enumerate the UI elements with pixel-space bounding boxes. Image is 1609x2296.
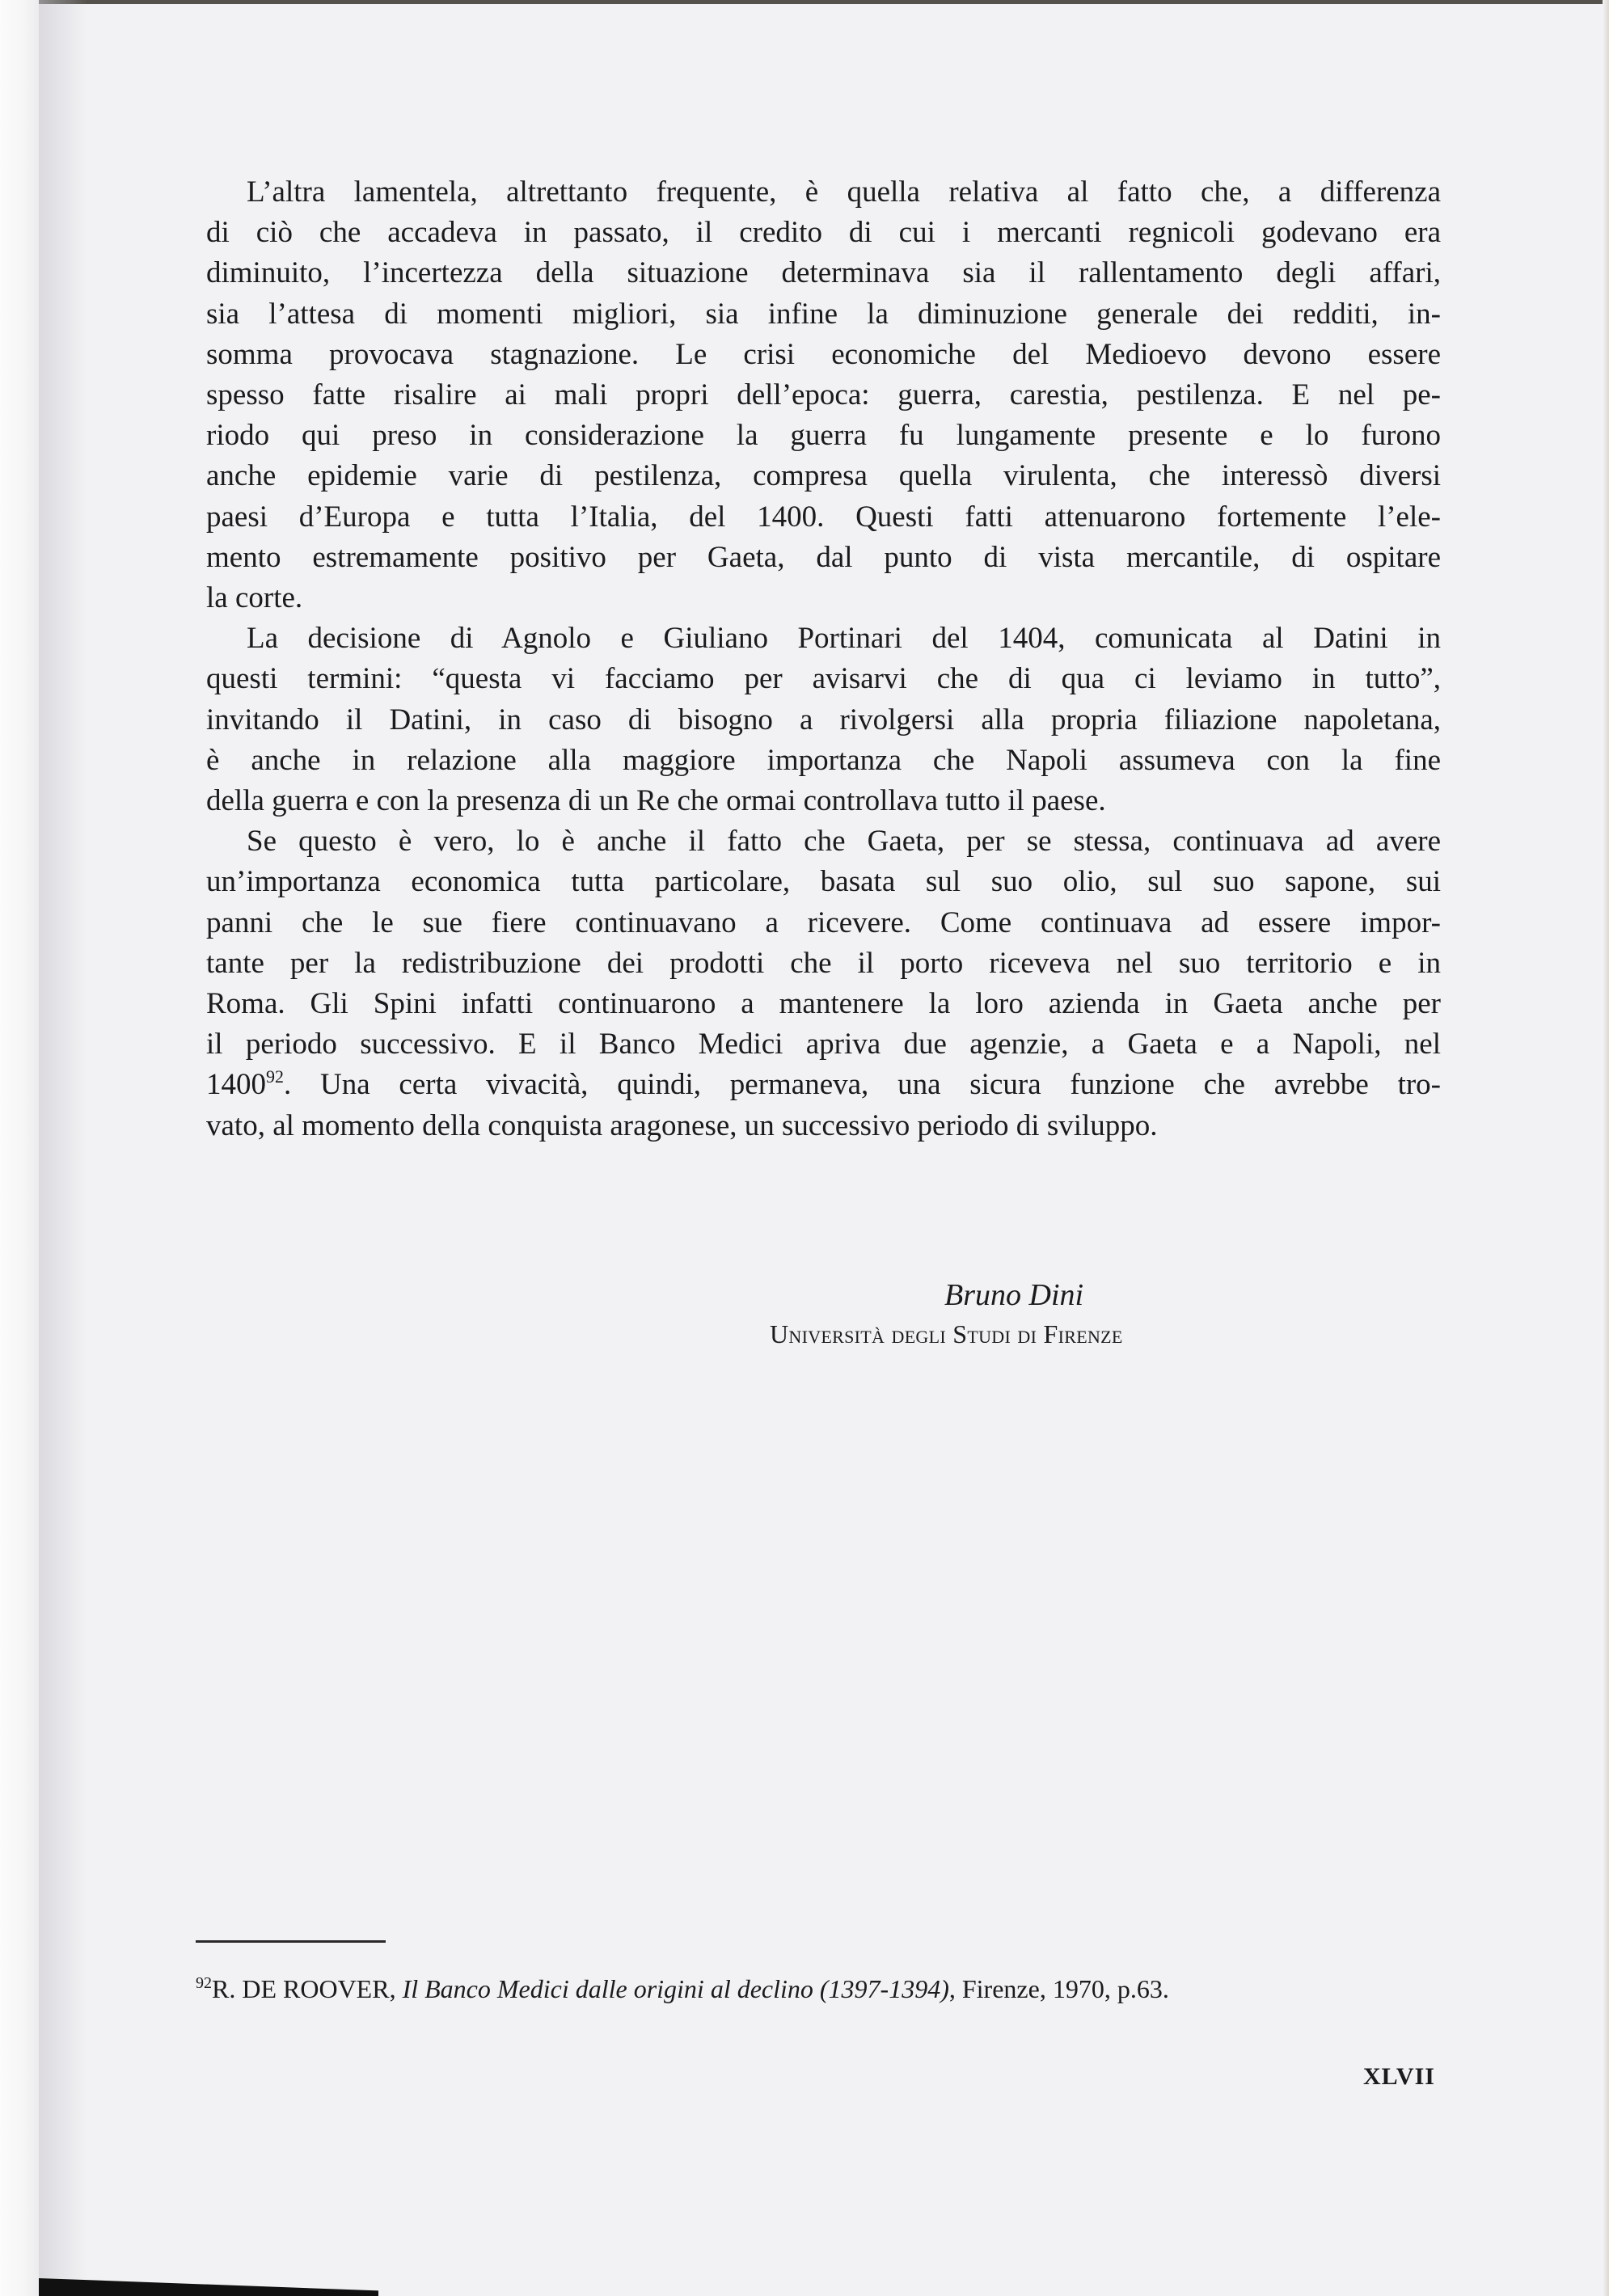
footnote-number: 92 xyxy=(196,1974,212,1992)
text-line: anche epidemie varie di pestilenza, compresa quella virulenta, che interessò diversi xyxy=(206,459,1441,493)
gutter-shadow xyxy=(39,0,87,2296)
previous-page-edge xyxy=(0,0,39,2296)
paragraph-3 xyxy=(206,821,1441,1146)
footnote-92 xyxy=(196,1974,1169,2004)
text-line: L’altra lamentela, altrettanto frequente, è quella relativa al fatto che, a differenza xyxy=(247,175,1441,209)
page-number: XLVII xyxy=(1363,2063,1435,2090)
paragraph-2 xyxy=(206,618,1441,821)
text-line: di ciò che accadeva in passato, il credito di cui i mercanti regnicoli godevano era xyxy=(206,216,1441,250)
text-line: tante per la redistribuzione dei prodotti che il porto riceveva nel suo territorio e in xyxy=(206,946,1441,980)
year-text: 1400 xyxy=(206,1068,266,1102)
text-line: Roma. Gli Spini infatti continuarono a mantenere la loro azienda in Gaeta anche per xyxy=(206,987,1441,1021)
text-line: Se questo è vero, lo è anche il fatto che Gaeta, per se stessa, continuava ad avere xyxy=(247,825,1441,859)
text-line: della guerra e con la presenza di un Re che ormai controllava tutto il paese. xyxy=(206,784,1106,818)
footnote-reference[interactable]: 92 xyxy=(266,1066,284,1087)
footnote-author: R. DE ROOVER, xyxy=(212,1974,403,2003)
page-right-edge xyxy=(1603,0,1609,2296)
text-line: vato, al momento della conquista aragonese, un successivo periodo di sviluppo. xyxy=(206,1108,1158,1142)
text-line: questi termini: “questa vi facciamo per avisarvi che di qua ci leviamo in tutto”, xyxy=(206,662,1441,696)
bottom-corner-shadow xyxy=(39,2278,378,2296)
text-line: riodo qui preso in considerazione la guerra fu lungamente presente e lo furono xyxy=(206,419,1441,453)
footnote-title: Il Banco Medici dalle origini al declino (1397-1394) xyxy=(402,1974,949,2003)
body-text xyxy=(206,172,1441,1146)
paragraph-1 xyxy=(206,172,1441,618)
text-line: sia l’attesa di momenti migliori, sia infine la diminuzione generale dei redditi, in- xyxy=(206,297,1441,331)
author-signature: Bruno Dini xyxy=(944,1278,1084,1312)
text-line: La decisione di Agnolo e Giuliano Portinari del 1404, comunicata al Datini in xyxy=(247,622,1441,656)
text-line: il periodo successivo. E il Banco Medici apriva due agenzie, a Gaeta e a Napoli, nel xyxy=(206,1028,1441,1061)
text-line: spesso fatte risalire ai mali propri dell’epoca: guerra, carestia, pestilenza. E nel pe- xyxy=(206,378,1441,412)
text-line-with-footnote xyxy=(206,1065,1441,1105)
text-line: somma provocava stagnazione. Le crisi economiche del Medioevo devono essere xyxy=(206,337,1441,371)
text-line: è anche in relazione alla maggiore importanza che Napoli assumeva con la fine xyxy=(206,743,1441,777)
text-line: diminuito, l’incertezza della situazione determinava sia il rallentamento degli affari, xyxy=(206,256,1441,290)
line-continuation: . Una certa vivacità, quindi, permaneva, una sicura funzione che avrebbe tro- xyxy=(284,1068,1441,1102)
text-line: invitando il Datini, in caso di bisogno a rivolgersi alla propria filiazione napoletana, xyxy=(206,703,1441,736)
footnote-separator xyxy=(196,1940,386,1943)
text-line: la corte. xyxy=(206,581,303,615)
text-line: un’importanza economica tutta particolare, basata sul suo olio, sul suo sapone, sui xyxy=(206,865,1441,899)
author-affiliation: Università degli Studi di Firenze xyxy=(770,1319,1123,1348)
page-top-edge xyxy=(31,0,1609,4)
text-line: mento estremamente positivo per Gaeta, dal punto di vista mercantile, di ospitare xyxy=(206,540,1441,574)
footnote-publication: , Firenze, 1970, p.63. xyxy=(948,1974,1169,2003)
text-line: paesi d’Europa e tutta l’Italia, del 1400. Questi fatti attenuarono fortemente l’ele- xyxy=(206,500,1441,534)
text-line: panni che le sue fiere continuavano a ricevere. Come continuava ad essere impor- xyxy=(206,905,1441,939)
